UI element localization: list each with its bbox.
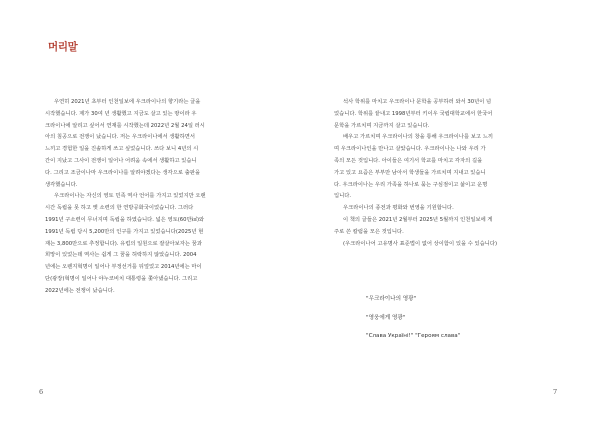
right-page-number: 7 — [553, 388, 558, 396]
text-line: 1991년 독립 당시 5,200만의 인구를 가지고 있었습니다(2025년 현 — [45, 228, 204, 235]
text-line: 재는 3,800만으로 추정합니다). 유럽의 일원으로 잘살아보자는 꿈과 — [45, 240, 202, 247]
text-line: 년에는 오렌지혁명이 일어나 부정선거를 뒤엎었고 2014년에는 마이 — [45, 264, 202, 271]
text-line: 며 우크라이나인을 만나고 살았습니다. 우크라이나는 나와 우리 가 — [334, 146, 486, 153]
text-line: 우연히 2021년 초부터 인천일보에 우크라이나의 향기라는 글을 — [54, 99, 201, 105]
left-page-text — [45, 97, 271, 298]
left-page-number: 6 — [39, 388, 44, 396]
text-line: 족의 모든 것입니다. 아이들은 여기서 학교를 마치고 각자의 길을 — [334, 157, 483, 164]
text-line: 크라이나에 알리고 싶어서 연재를 시작했는데 2022년 2월 24일 러시 — [45, 122, 205, 129]
text-line: 입니다. — [334, 193, 352, 200]
text-line: 단(광장)혁명이 일어나 야누코비치 대통령을 쫓아냈습니다. 그리고 — [45, 275, 198, 282]
text-line: 다. 그리고 조금이나마 우크라이나를 알려야겠다는 생각으로 출판을 — [45, 169, 201, 176]
text-line: 2022년에는 전쟁이 났습니다. — [45, 287, 115, 294]
text-line: 희망이 있었는데 역사는 쉽게 그 꿈을 허락하지 않았습니다. 2004 — [45, 252, 197, 259]
text-line: 느끼고 경험한 일을 진솔하게 쓰고 싶었습니다. 쓰다 보니 4년의 시 — [45, 146, 199, 153]
text-line: 배우고 가르치며 우크라이나의 창을 통해 우크라이나를 보고 느끼 — [343, 134, 493, 141]
closing-quotes — [366, 290, 566, 346]
text-line: 간이 지났고 그사이 전쟁이 일어나 어려움 속에서 생활하고 있습니 — [45, 157, 197, 164]
quote-line: "영웅에게 영광" — [366, 314, 406, 321]
text-line: 가고 있고 요즘은 부부만 남아서 학생들을 가르치며 지내고 있습니 — [334, 169, 486, 176]
text-line: 1991년 구소련이 무너지며 독립을 하였습니다. 넓은 영토(60만㎢)와 — [45, 216, 205, 223]
text-line: 석사 학위를 마치고 우크라이나 문학을 공부하러 와서 30년이 넘 — [343, 99, 492, 105]
text-line: 생각했습니다. — [45, 181, 78, 188]
quote-line: "Слава Україні!" "Героям слава" — [366, 333, 461, 339]
text-line: 문학을 가르치며 지금까지 살고 있습니다. — [334, 122, 430, 129]
preface-heading: 머리말 — [48, 41, 78, 53]
text-line: 었습니다. 학위를 끝내고 1998년부터 키이우 국립대학교에서 한국어 — [334, 110, 493, 117]
text-line: 주로 쓴 칼럼을 모은 것입니다. — [334, 228, 404, 235]
text-line: 시작했습니다. 제가 30여 년 생활했고 지금도 살고 있는 땅이라 우 — [45, 110, 197, 117]
text-line: 시간 독립을 못 하고 옛 소련의 한 연방공화국이었습니다. 그러다 — [45, 205, 194, 212]
text-line: 우크라이나는 자신의 영토 민족 역사 언어를 가지고 있었지만 오랜 — [54, 193, 206, 200]
quote-line: "우크라이나의 영광" — [366, 296, 417, 302]
text-line: 우크라이나의 종전과 평화와 번영을 기원합니다. — [343, 205, 454, 212]
text-line: 아의 침공으로 전쟁이 났습니다. 저는 우크라이나에서 생활하면서 — [45, 134, 195, 141]
text-line: 이 책의 글들은 2021년 2월부터 2025년 5월까지 인천일보에 게 — [343, 216, 493, 223]
text-line: (우크라이나어 고유명사 표준법이 없어 상이함이 있을 수 있습니다) — [343, 240, 498, 247]
right-page-text — [334, 97, 560, 250]
text-line: 다. 우크라이나는 우리 가족을 하나로 묶는 구심점이고 삶이고 운명 — [334, 181, 488, 188]
